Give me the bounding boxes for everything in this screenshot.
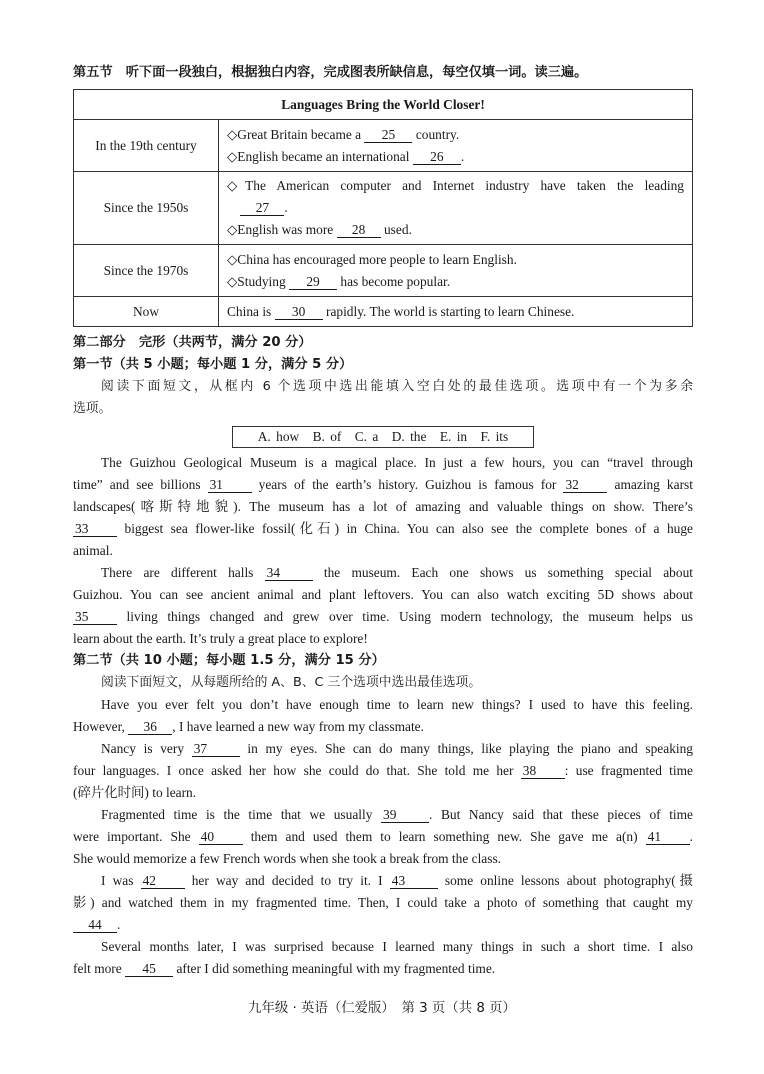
row-content: ◇The American computer and Internet industry have taken the leading 27 . ◇English was more 28 used. [219, 172, 693, 245]
answer-blank: 26 [413, 149, 461, 165]
row-period: Since the 1970s [74, 245, 219, 297]
text-line: There are different halls 34 the museum. Each one shows us something special about [101, 565, 693, 580]
answer-blank: 37 [192, 741, 240, 757]
text-line: 35 living things changed and grew over time. Using modern technology, the museum helps us [75, 609, 693, 624]
row-content: ◇Great Britain became a 25 country. ◇English became an international 26 . [219, 120, 693, 172]
sec2-instruction: 阅读下面短文，从每题所给的 A、B、C 三个选项中选出最佳选项。 [101, 675, 482, 690]
answer-blank: 39 [381, 807, 429, 823]
row-period: In the 19th century [74, 120, 219, 172]
answer-blank: 25 [364, 127, 412, 143]
answer-blank: 41 [646, 829, 690, 845]
answer-blank: 31 [208, 477, 252, 493]
table-title: Languages Bring the World Closer! [74, 90, 693, 120]
text-line: Several months later, I was surprised because I learned many things in such a short time. I also [101, 939, 693, 954]
text-line: However, 36 , I have learned a new way from my classmate. [73, 719, 424, 734]
row-content: China is 30 rapidly. The world is starting to learn Chinese. [219, 297, 693, 327]
text-line: Nancy is very 37 in my eyes. She can do many things, like playing the piano and speaking [101, 741, 694, 756]
text-line: I was 42 her way and decided to try it. I 43 some online lessons about photography(摄 [101, 873, 693, 888]
info-table [73, 89, 693, 327]
text-line: 33 biggest sea flower-like fossil(化石) in China. You can also see the complete bones of a huge [75, 521, 693, 536]
answer-blank: 45 [125, 961, 173, 977]
text-line: (碎片化时间) to learn. [73, 785, 197, 800]
answer-blank: 28 [337, 222, 381, 238]
row-period: Since the 1950s [74, 172, 219, 245]
answer-blank: 40 [199, 829, 243, 845]
row-period: Now [74, 297, 219, 327]
part2-heading: 第二部分 完形（共两节，满分 20 分） [73, 335, 312, 350]
options-box: A. how B. of C. a D. the E. in F. its [232, 426, 534, 448]
answer-blank: 44 [73, 917, 117, 933]
text-line: 44 . [73, 914, 693, 936]
answer-blank: 33 [73, 521, 117, 537]
text-line: 影) and watched them in my fragmented time. Then, I could take a photo of something that caught my [73, 895, 693, 910]
section5-heading: 第五节 听下面一段独白，根据独白内容，完成图表所缺信息，每空仅填一词。读三遍。 [73, 65, 588, 80]
text-line: learn about the earth. It’s truly a great place to explore! [73, 631, 368, 646]
text-line: landscapes(喀斯特地貌). The museum has a lot of amazing and valuable things on show. There’s [73, 499, 693, 514]
text-line: were important. She 40 them and used them to learn something new. She gave me a(n) 41 . [73, 829, 693, 844]
text-line: time” and see billions 31 years of the earth’s history. Guizhou is famous for 32 amazing karst [73, 477, 693, 492]
text-line: Have you ever felt you don’t have enough time to learn new things? I used to have this feeling. [101, 697, 693, 712]
text-line: felt more 45 after I did something meaningful with my fragmented time. [73, 961, 496, 976]
text-line: Fragmented time is the time that we usually 39 . But Nancy said that these pieces of time [101, 807, 693, 822]
sec1-instruction-cont: 选项。 [73, 401, 112, 416]
sec1-heading: 第一节（共 5 小题；每小题 1 分，满分 5 分） [73, 357, 353, 372]
page-footer: 九年级 · 英语（仁爱版） 第 3 页（共 8 页） [248, 1001, 516, 1016]
text-line: The Guizhou Geological Museum is a magical place. In just a few hours, you can “travel through [101, 455, 693, 470]
answer-blank: 43 [390, 873, 438, 889]
answer-blank: 32 [563, 477, 607, 493]
text-line: She would memorize a few French words when she took a break from the class. [73, 851, 502, 866]
answer-blank: 42 [141, 873, 185, 889]
answer-blank: 38 [521, 763, 565, 779]
row-content: ◇China has encouraged more people to learn English. ◇Studying 29 has become popular. [219, 245, 693, 297]
sec1-instruction: 阅读下面短文，从框内 6 个选项中选出能填入空白处的最佳选项。选项中有一个为多余 [101, 379, 693, 394]
answer-blank: 35 [73, 609, 117, 625]
answer-blank: 29 [289, 274, 337, 290]
answer-blank: 27 [240, 200, 284, 216]
text-line: animal. [73, 543, 113, 558]
sec2-heading: 第二节（共 10 小题；每小题 1.5 分，满分 15 分） [73, 653, 385, 668]
text-line: four languages. I once asked her how she could do that. She told me her 38 : use fragmented time [73, 763, 693, 778]
text-line: Guizhou. You can see ancient animal and plant leftovers. You can also watch exciting 5D shows about [73, 587, 693, 602]
answer-blank: 30 [275, 304, 323, 320]
answer-blank: 36 [128, 719, 172, 735]
answer-blank: 34 [265, 565, 313, 581]
